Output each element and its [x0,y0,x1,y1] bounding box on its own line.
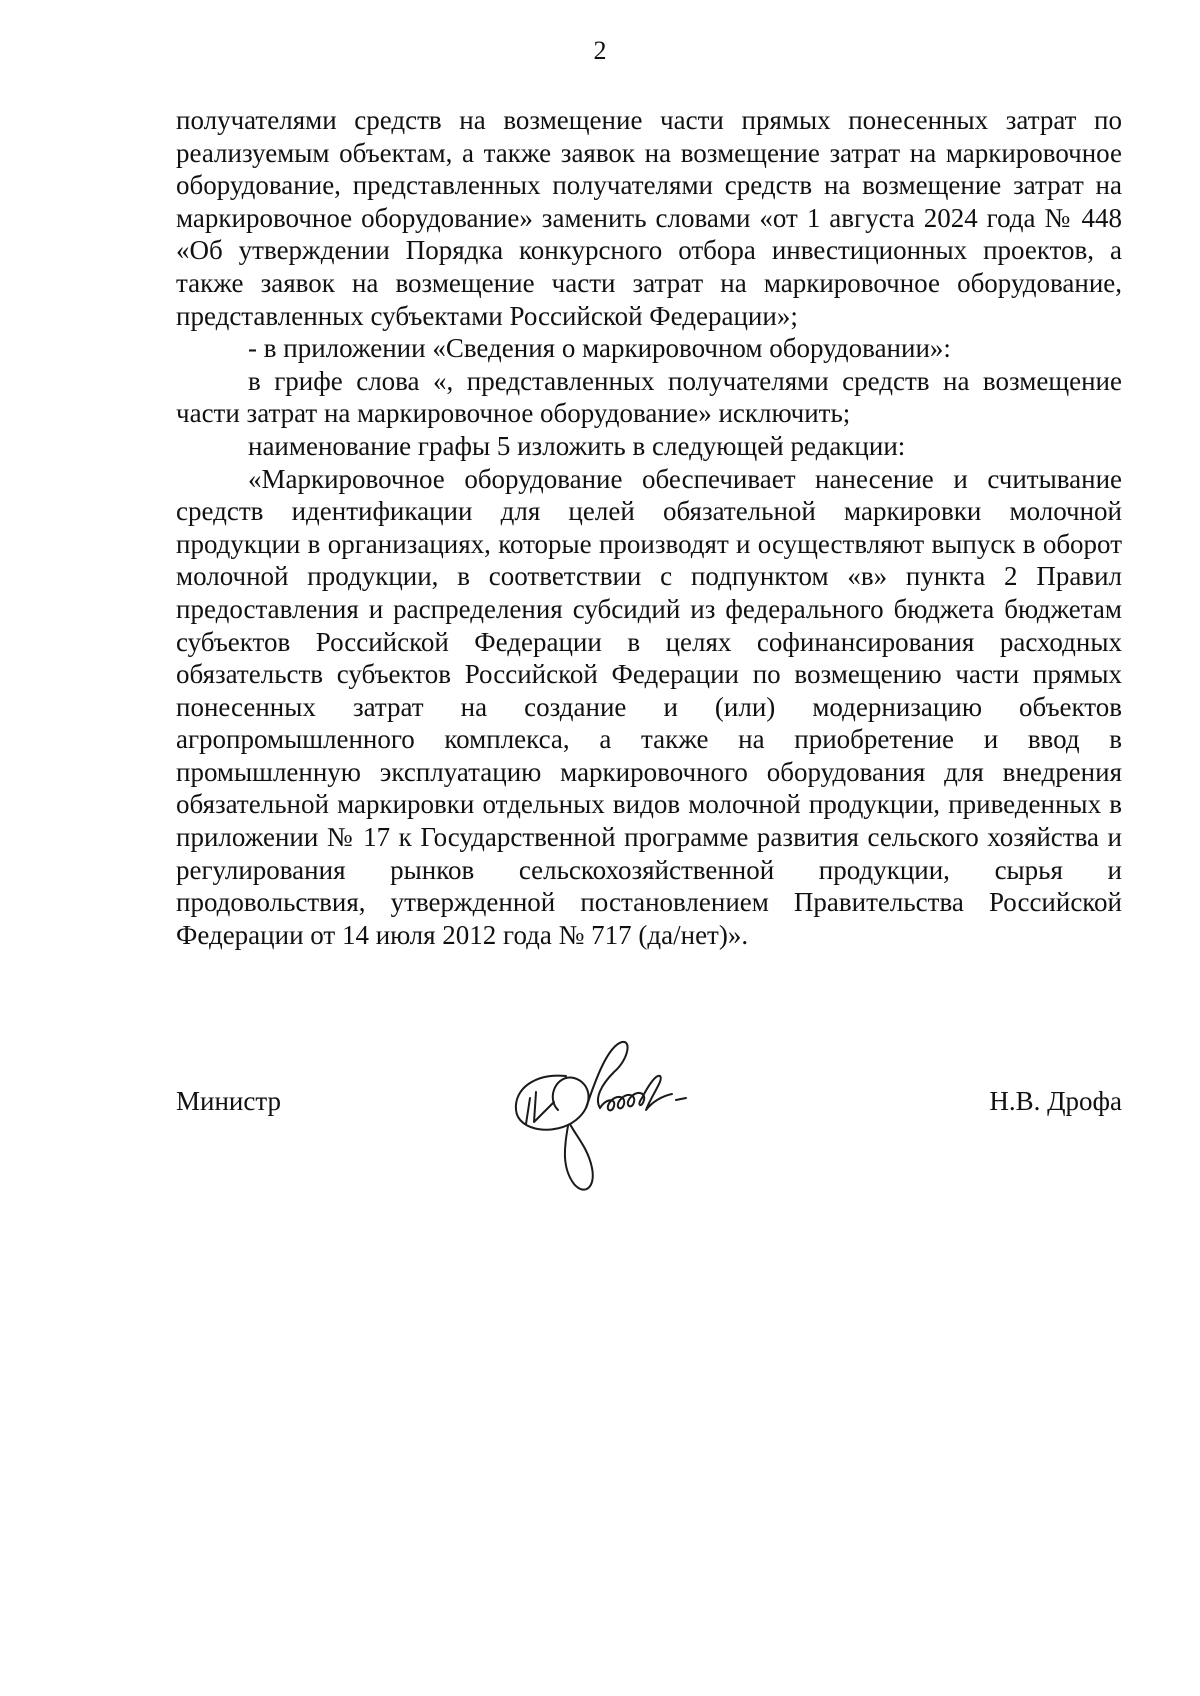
paragraph-column-name-change: наименование графы 5 изложить в следующей редакции: [248,430,906,461]
signatory-title: Министр [176,1086,281,1116]
handwritten-signature [496,1028,736,1228]
paragraph-continuation: получателями средств на возмещение части прямых понесенных затрат по реализуемым объектам, а также заявок на возмещение затрат на маркировочное оборудование, представленных получателями средств на возмещение затрат на маркировочное оборудование» заменить словами «от 1 августа 2024 года № 448 «Об утверждении Порядка конкурсного отбора инвестиционных проектов, а также заявок на возмещение части затрат на маркировочное оборудование, представленных субъектами Российской Федерации»; [176,105,1122,331]
paragraph-column-new-text: «Маркировочное оборудование обеспечивает нанесение и считывание средств идентификации для целей обязательной маркировки молочной продукции в организациях, которые производят и осуществляют выпуск в оборот молочной продукции, в соответствии с подпунктом «в» пункта 2 Правил предоставления и распределения субсидий из федерального бюджета бюджетам субъектов Российской Федерации в целях софинансирования расходных обязательств субъектов Российской Федерации по возмещению части прямых понесенных затрат на создание и (или) модернизацию объектов агропромышленного комплекса, а также на приобретение и ввод в промышленную эксплуатацию маркировочного оборудования для внедрения обязательной маркировки отдельных видов молочной продукции, приведенных в приложении № 17 к Государственной программе развития сельского хозяйства и регулирования рынков сельскохозяйственной продукции, сырья и продовольствия, утвержденной постановлением Правительства Российской Федерации от 14 июля 2012 года № 717 (да/нет)». [176,463,1122,950]
page-number: 2 [593,36,607,65]
paragraph-appendix-reference: - в приложении «Сведения о маркировочном оборудовании»: [248,333,951,364]
paragraph-heading-change: в грифе слова «, представленных получателями средств на возмещение части затрат на маркировочное оборудование» исключить; [176,365,1122,429]
document-body [176,104,1122,951]
signature-block [176,1070,1122,1220]
signatory-name: Н.В. Дрофа [989,1086,1122,1116]
